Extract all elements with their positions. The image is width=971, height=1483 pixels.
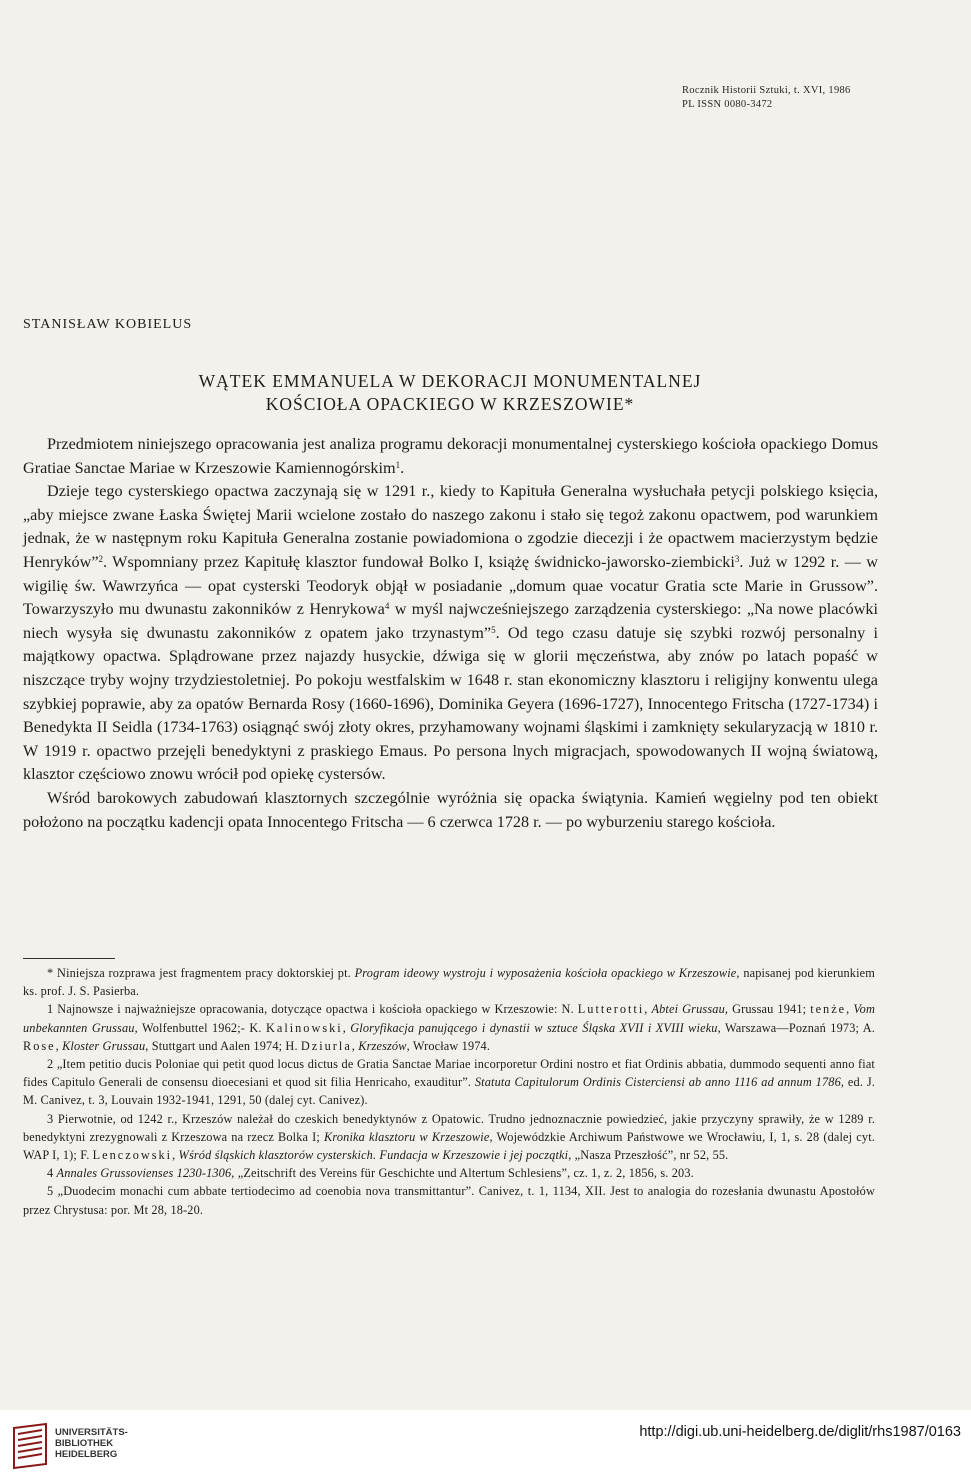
paragraph-text: .	[400, 458, 405, 477]
note-author: Dziurla	[300, 1038, 352, 1053]
paragraph-text: Przedmiotem niniejszego opracowania jest analiza programu dekoracji monumentalnej cysterskiego kościoła opackiego Domus Gratiae Sanctae Mariae w Krzeszowie Kamiennogórskim	[23, 435, 878, 477]
author-name: STANISŁAW KOBIELUS	[23, 317, 193, 332]
footnote-ref-3: 3	[734, 553, 740, 564]
footnote-ref-1: 1	[395, 459, 401, 470]
journal-info	[682, 84, 851, 112]
article-title	[20, 370, 880, 416]
footnote-star	[23, 964, 875, 1000]
library-logo-icon	[10, 1420, 50, 1472]
footnote-ref-4: 4	[384, 601, 390, 612]
note-text: 3 Pierwotnie, od 1242 r., Krzeszów należał do czeskich benedyktynów z Opatowic. Trudno jednoznacznie powiedzieć, jakie przyczyny sprawiły, że w 1289 r. benedyktyni zrezygnowali z Krzeszowa na rzecz Bolka I;	[23, 1111, 875, 1144]
note-author: Lutterotti	[577, 1002, 645, 1017]
source-url-link[interactable]: http://digi.ub.uni-heidelberg.de/diglit/rhs1987/0163	[639, 1424, 961, 1440]
footnote-3	[23, 1110, 875, 1165]
paragraph-text: . Wspomniany przez Kapitułę klasztor fundował Bolko I, książę świdnicko-jaworsko-ziembicki	[103, 552, 735, 571]
note-text: ,	[172, 1148, 179, 1163]
note-italic: Abtei Grussau	[651, 1002, 725, 1017]
paragraph-text: w myśl najwcześniejszego zarządzenia cysterskiego: „Na nowe placówki niech wysyła się dwunastu zakonników z opatem jako trzynastym”	[23, 600, 878, 642]
note-text: 2 „Item petitio ducis Poloniae qui petit quod locus dictus de Gratia Sanctae Mariae incorporetur Ordini nostro et fiat Ordinis abbatia, dummodo sequenti anno fiat fides Capitulo Generali de consensu dioecesiani et quod sit filia Henricaho, exauditur”.	[23, 1057, 875, 1090]
footnotes	[23, 964, 875, 1219]
paragraph-text: . Już w 1292 r. — w wigilię św. Wawrzyńca — opat cysterski Teodoryk objął w posiadanie „domum quae vocatur Gratia scte Marie in Grussow”. Towarzyszyło mu dwunastu zakonników z Henrykowa	[23, 552, 878, 619]
journal-line-1: Rocznik Historii Sztuki, t. XVI, 1986	[682, 85, 851, 96]
note-italic: Statuta Capitulorum Ordinis Cisterciensi ab anno 1116 ad annum 1786	[474, 1075, 841, 1090]
footnote-ref-2: 2	[98, 553, 104, 564]
note-italic: Vom unbekannten Grussau	[23, 1002, 875, 1035]
note-text: 4	[47, 1166, 57, 1181]
note-text: ,	[351, 1038, 359, 1053]
note-text: , napisanej pod kierunkiem ks. prof. J. S. Pasierba.	[23, 966, 875, 999]
note-text: * Niniejsza rozprawa jest fragmentem pracy doktorskiej pt.	[47, 966, 355, 980]
note-author: Rose	[23, 1038, 56, 1053]
title-line-1: WĄTEK EMMANUELA W DEKORACJI MONUMENTALNEJ	[198, 371, 702, 391]
footnote-1	[23, 1000, 875, 1055]
library-name-line: UNIVERSITÄTS-	[55, 1427, 128, 1438]
footnote-4	[23, 1164, 875, 1182]
note-italic: Annales Grussovienses 1230-1306	[56, 1166, 232, 1181]
note-text: , „Zeitschrift des Vereins für Geschichte und Altertum Schlesiens”, cz. 1, z. 2, 1856, s. 203.	[231, 1166, 694, 1181]
footnote-2	[23, 1055, 875, 1110]
paragraph-text: Dzieje tego cysterskiego opactwa zaczynają się w 1291 r., kiedy to Kapituła Generalna wysłuchała petycji polskiego księcia, „aby miejsce zwane Łaska Świętej Marii wcielone zostało do naszego zakonu i stało się tegoż zakonu opactwem, pod warunkiem jednak, że w następnym roku Kapituła Generalna zostanie powiadomiona o zgodzie diecezji i że opactwem macierzystym będzie Henryków”	[23, 482, 878, 571]
note-author: Lenczowski	[92, 1148, 173, 1163]
library-name-line: HEIDELBERG	[55, 1449, 118, 1460]
note-text: , Wolfenbuttel 1962;- K.	[134, 1020, 266, 1035]
note-text: , Wojewódzkie Archiwum Państwowe we Wrocławiu, I, 1, s. 28 (dalej cyt. WAP I, 1); F.	[23, 1129, 875, 1163]
note-italic: Krzeszów	[358, 1038, 407, 1053]
note-author: tenże	[810, 1002, 847, 1017]
note-text: 1 Najnowsze i najważniejsze opracowania, dotyczące opactwa i kościoła opackiego w Krzeszowie: N.	[47, 1002, 578, 1017]
note-italic: Kronika klasztoru w Krzeszowie	[324, 1129, 490, 1144]
note-text: , Stuttgart und Aalen 1974; H.	[145, 1038, 301, 1053]
note-italic: Kloster Grussau	[62, 1038, 146, 1053]
note-italic: Wśród śląskich klasztorów cysterskich. Fundacja w Krzeszowie i jej początki	[178, 1148, 569, 1163]
footnote-ref-5: 5	[491, 624, 496, 635]
note-text: , „Nasza Przeszłość”, nr 52, 55.	[568, 1148, 729, 1163]
note-text: , Wrocław 1974.	[406, 1038, 491, 1053]
title-line-2: KOŚCIOŁA OPACKIEGO W KRZESZOWIE*	[265, 394, 635, 414]
footnote-5: 5 „Duodecim monachi cum abbate tertiodecimo ad coenobia nova transmittantur”. Canivez, t. 1, 1134, XII. Jest to analogia do rozesłania dwunastu Apostołów przez Chrystusa: por. Mt 28, 18-20.	[23, 1184, 875, 1217]
note-italic: Gloryfikacja panującego i dynastii w sztuce Śląska XVII i XVIII wieku	[350, 1020, 718, 1035]
paragraph-text: . Od tego czasu datuje się szybki rozwój personalny i majątkowy opactwa. Splądrowane przez najazdy husyckie, dźwiga się w glorii męczeństwa, aby znów po latach popaść w niszczące tryby wojny trzydziestoletniej. Po pokoju westfalskim w 1648 r. stan ekonomiczny klasztoru i religijny konwentu ulega szybkiej poprawie, aby za opatów Bernarda Rosy (1660-1696), Dominika Geyera (1696-1727), Innocentego Fritscha (1727-1734) i Benedykta II Seidla (1734-1763) osiągnąć swój złoty okres, przyhamowany wojnami śląskimi i zamknięty sekularyzacją w 1810 r. W 1919 r. opactwo przejęli benedyktyni z praskiego Emaus. Po persona lnych migracjach, spowodowanych II wojną światową, klasztor częściowo znowu wrócił pod opiekę cystersów.	[23, 623, 879, 784]
library-footer	[0, 1410, 971, 1483]
paragraph-1	[23, 433, 878, 480]
note-text: ,	[846, 1002, 854, 1017]
note-italic: Program ideowy wystroju i wyposażenia kościoła opackiego w Krzeszowie	[354, 966, 737, 980]
note-text: , Grussau 1941;	[724, 1002, 811, 1017]
note-text: ,	[55, 1038, 63, 1053]
note-text: , Warszawa—Poznań 1973; A.	[717, 1020, 875, 1035]
library-name	[55, 1427, 128, 1460]
paragraph-3: Wśród barokowych zabudowań klasztornych szczególnie wyróżnia się opacka świątynia. Kamień węgielny pod ten obiekt położono na początku kadencji opata Innocentego Fritscha — 6 czerwca 1728 r. — po wyburzeniu starego kościoła.	[23, 788, 878, 831]
note-text: ,	[342, 1020, 351, 1035]
article-body	[23, 433, 878, 834]
note-text: ,	[644, 1002, 652, 1017]
paragraph-2	[23, 480, 878, 787]
footnote-divider	[23, 958, 115, 959]
note-author: Kalinowski	[265, 1020, 343, 1035]
journal-line-2: PL ISSN 0080-3472	[682, 99, 773, 110]
library-name-line: BIBLIOTHEK	[55, 1438, 114, 1449]
note-text: , ed. J. M. Canivez, t. 3, Louvain 1932-1941, 1291, 50 (dalej cyt. Canivez).	[23, 1075, 876, 1108]
